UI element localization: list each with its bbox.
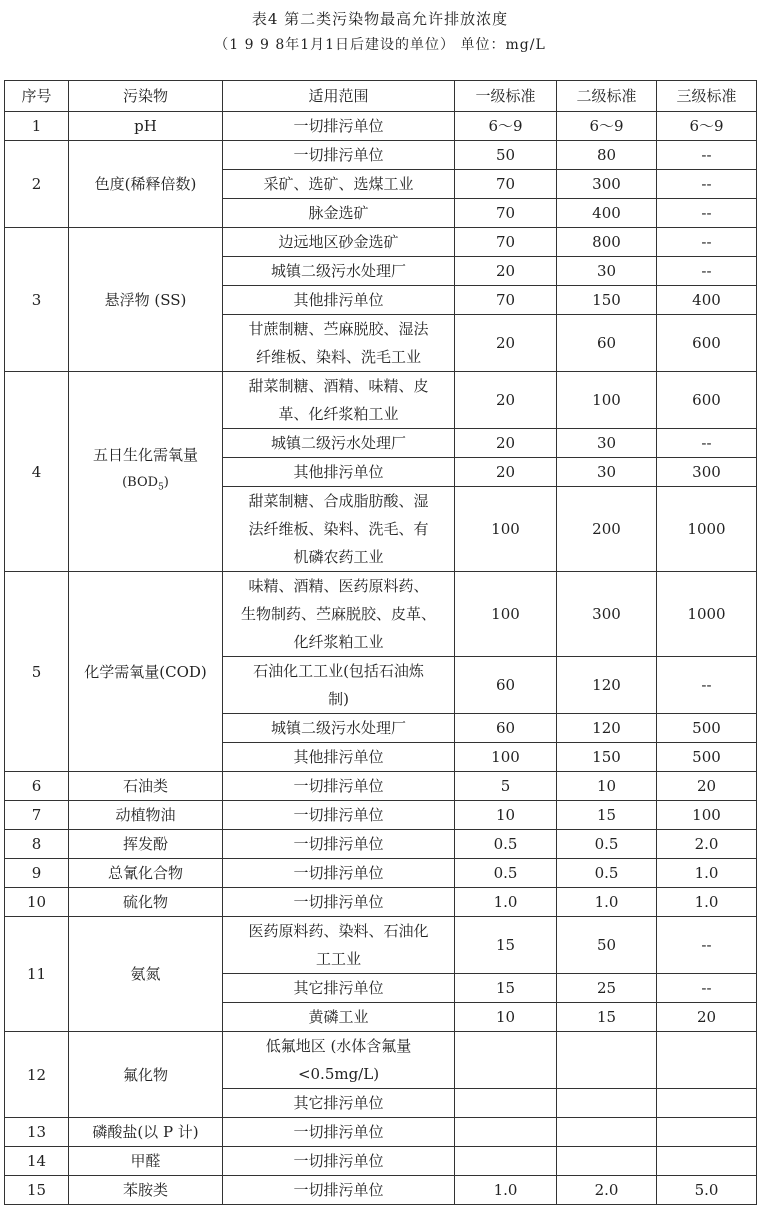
pollutant-table (4, 80, 757, 1205)
cell-grade2: 300 (557, 572, 657, 657)
cell-no: 2 (5, 141, 69, 228)
table-row (5, 372, 757, 429)
cell-pollutant (69, 801, 223, 830)
cell-pollutant (69, 1118, 223, 1147)
table-row (5, 801, 757, 830)
cell-grade1: 15 (455, 917, 557, 974)
scope-line: 纤维板、染料、洗毛工业 (255, 348, 421, 366)
pollutant-name: 磷酸盐(以 P 计) (92, 1123, 199, 1141)
scope-line: 城镇二级污水处理厂 (270, 719, 406, 737)
cell-scope (223, 830, 455, 859)
cell-grade2: 800 (557, 228, 657, 257)
cell-grade2: 100 (557, 372, 657, 429)
cell-scope (223, 315, 455, 372)
table-row (5, 917, 757, 974)
pollutant-name: 色度(稀释倍数) (94, 175, 197, 193)
cell-no: 10 (5, 888, 69, 917)
cell-grade1: 70 (455, 170, 557, 199)
cell-grade1: 1.0 (455, 888, 557, 917)
scope-line: 一切排污单位 (293, 1181, 384, 1199)
cell-grade3: -- (657, 199, 757, 228)
cell-grade3: 500 (657, 714, 757, 743)
cell-pollutant (69, 1176, 223, 1205)
cell-grade2: 25 (557, 974, 657, 1003)
cell-grade1: 5 (455, 772, 557, 801)
cell-grade2: 30 (557, 429, 657, 458)
cell-grade2: 30 (557, 458, 657, 487)
scope-line: 化纤浆粕工业 (293, 633, 384, 651)
scope-line: 其他排污单位 (293, 463, 384, 481)
scope-line: 采矿、选矿、选煤工业 (263, 175, 414, 193)
cell-scope (223, 487, 455, 572)
pollutant-name: 石油类 (122, 777, 168, 795)
cell-grade1: 6～9 (455, 112, 557, 141)
cell-grade3: 500 (657, 743, 757, 772)
scope-line: 其他排污单位 (293, 291, 384, 309)
cell-no: 8 (5, 830, 69, 859)
table-row (5, 228, 757, 257)
scope-line: 石油化工工业(包括石油炼 (253, 662, 424, 680)
cell-scope (223, 888, 455, 917)
cell-grade1 (455, 1147, 557, 1176)
cell-pollutant (69, 572, 223, 772)
cell-scope (223, 1089, 455, 1118)
cell-grade2 (557, 1032, 657, 1089)
scope-line: 一切排污单位 (293, 806, 384, 824)
scope-line: 生物制药、苎麻脱胶、皮革、 (240, 605, 436, 623)
cell-grade3: 20 (657, 1003, 757, 1032)
cell-grade2: 10 (557, 772, 657, 801)
scope-line: 一切排污单位 (293, 146, 384, 164)
cell-grade3: 1000 (657, 487, 757, 572)
scope-line: 机磷农药工业 (293, 548, 384, 566)
cell-scope (223, 112, 455, 141)
cell-grade1: 20 (455, 458, 557, 487)
pollutant-name: 甲醛 (130, 1152, 161, 1170)
table-subtitle: （1 9 9 8年1月1日后建设的单位） 单位：mg/L (214, 37, 546, 53)
cell-grade2: 30 (557, 257, 657, 286)
cell-grade3: 300 (657, 458, 757, 487)
cell-grade1: 20 (455, 315, 557, 372)
scope-line: 城镇二级污水处理厂 (270, 434, 406, 452)
cell-pollutant (69, 917, 223, 1032)
pollutant-formula (73, 469, 218, 502)
cell-pollutant (69, 372, 223, 572)
cell-scope (223, 372, 455, 429)
cell-pollutant (69, 228, 223, 372)
table-body (5, 112, 757, 1205)
cell-scope (223, 917, 455, 974)
scope-line: 其它排污单位 (293, 1094, 384, 1112)
cell-no: 15 (5, 1176, 69, 1205)
cell-grade1: 100 (455, 487, 557, 572)
cell-grade3: 600 (657, 372, 757, 429)
cell-grade1: 60 (455, 714, 557, 743)
cell-grade2: 60 (557, 315, 657, 372)
table-row (5, 1147, 757, 1176)
cell-scope (223, 458, 455, 487)
cell-grade1 (455, 1032, 557, 1089)
scope-line: 低氟地区 (水体含氟量 (265, 1037, 412, 1055)
cell-scope (223, 1118, 455, 1147)
header-cell-scope: 适用范围 (223, 81, 455, 112)
cell-pollutant (69, 859, 223, 888)
cell-grade3 (657, 1032, 757, 1089)
cell-pollutant (69, 1032, 223, 1118)
cell-grade1 (455, 1089, 557, 1118)
cell-grade3: 5.0 (657, 1176, 757, 1205)
scope-line: 城镇二级污水处理厂 (270, 262, 406, 280)
cell-grade1: 10 (455, 1003, 557, 1032)
scope-line: 一切排污单位 (293, 835, 384, 853)
cell-no: 7 (5, 801, 69, 830)
cell-pollutant (69, 830, 223, 859)
cell-grade2 (557, 1118, 657, 1147)
cell-no: 13 (5, 1118, 69, 1147)
cell-grade3: 1000 (657, 572, 757, 657)
cell-grade2: 150 (557, 743, 657, 772)
cell-scope (223, 199, 455, 228)
cell-grade2: 0.5 (557, 859, 657, 888)
scope-line: 味精、酒精、医药原料药、 (248, 577, 429, 595)
scope-line: 一切排污单位 (293, 1152, 384, 1170)
cell-grade1 (455, 1118, 557, 1147)
cell-no: 5 (5, 572, 69, 772)
cell-scope (223, 1032, 455, 1089)
cell-pollutant (69, 141, 223, 228)
cell-scope (223, 1147, 455, 1176)
cell-grade3: -- (657, 429, 757, 458)
cell-grade2 (557, 1147, 657, 1176)
cell-grade3 (657, 1118, 757, 1147)
table-row (5, 112, 757, 141)
pollutant-formula-subscript: 5 (158, 482, 164, 493)
scope-line: 一切排污单位 (293, 1123, 384, 1141)
cell-grade1: 10 (455, 801, 557, 830)
cell-grade3: 400 (657, 286, 757, 315)
cell-no: 1 (5, 112, 69, 141)
cell-grade2 (557, 1089, 657, 1118)
table-row (5, 830, 757, 859)
scope-line: 甜菜制糖、合成脂肪酸、湿 (248, 492, 429, 510)
pollutant-name: 动植物油 (115, 806, 176, 824)
cell-scope (223, 429, 455, 458)
cell-scope (223, 1176, 455, 1205)
cell-grade1: 20 (455, 257, 557, 286)
cell-grade3: 100 (657, 801, 757, 830)
cell-grade2: 6～9 (557, 112, 657, 141)
cell-grade2: 300 (557, 170, 657, 199)
cell-grade2: 80 (557, 141, 657, 170)
header-row (5, 81, 757, 112)
scope-line: 革、化纤浆粕工业 (278, 405, 399, 423)
cell-grade2: 400 (557, 199, 657, 228)
scope-line: 一切排污单位 (293, 777, 384, 795)
pollutant-name: 硫化物 (122, 893, 168, 911)
cell-pollutant (69, 888, 223, 917)
pollutant-name: 总氰化合物 (107, 864, 183, 882)
cell-grade3: 1.0 (657, 859, 757, 888)
cell-pollutant (69, 112, 223, 141)
cell-scope (223, 170, 455, 199)
cell-grade1: 100 (455, 572, 557, 657)
cell-grade1: 0.5 (455, 859, 557, 888)
cell-grade3: -- (657, 170, 757, 199)
cell-no: 3 (5, 228, 69, 372)
cell-grade3: 600 (657, 315, 757, 372)
cell-grade1: 70 (455, 199, 557, 228)
cell-no: 6 (5, 772, 69, 801)
cell-scope (223, 657, 455, 714)
scope-line: 法纤维板、染料、洗毛、有 (248, 520, 429, 538)
table-row (5, 572, 757, 657)
pollutant-name: 氨氮 (130, 965, 161, 983)
cell-grade1: 20 (455, 429, 557, 458)
table-row (5, 1032, 757, 1089)
cell-scope (223, 286, 455, 315)
cell-scope (223, 743, 455, 772)
cell-grade1: 60 (455, 657, 557, 714)
table-title: 表4 第二类污染物最高允许排放浓度 (251, 10, 509, 28)
scope-line: 医药原料药、染料、石油化 (248, 922, 429, 940)
cell-grade3: 1.0 (657, 888, 757, 917)
cell-pollutant (69, 1147, 223, 1176)
cell-scope (223, 714, 455, 743)
cell-scope (223, 974, 455, 1003)
cell-scope (223, 772, 455, 801)
scope-line: 黄磷工业 (308, 1008, 369, 1026)
cell-grade1: 0.5 (455, 830, 557, 859)
cell-grade2: 120 (557, 714, 657, 743)
cell-no: 12 (5, 1032, 69, 1118)
cell-grade3: -- (657, 657, 757, 714)
header-cell-grade1: 一级标准 (455, 81, 557, 112)
pollutant-formula-main: (BOD (122, 475, 159, 491)
cell-grade1: 50 (455, 141, 557, 170)
cell-grade3 (657, 1089, 757, 1118)
cell-grade3: -- (657, 257, 757, 286)
cell-grade2: 15 (557, 801, 657, 830)
table-row (5, 859, 757, 888)
cell-grade1: 20 (455, 372, 557, 429)
pollutant-name: 挥发酚 (122, 835, 168, 853)
scope-line: 一切排污单位 (293, 864, 384, 882)
cell-grade2: 2.0 (557, 1176, 657, 1205)
cell-grade2: 200 (557, 487, 657, 572)
cell-grade3 (657, 1147, 757, 1176)
cell-scope (223, 228, 455, 257)
cell-no: 9 (5, 859, 69, 888)
scope-line: <0.5mg/L) (297, 1065, 380, 1083)
cell-grade3: 2.0 (657, 830, 757, 859)
cell-grade3: -- (657, 917, 757, 974)
cell-pollutant (69, 772, 223, 801)
cell-grade3: 20 (657, 772, 757, 801)
table-row (5, 1118, 757, 1147)
pollutant-name: 化学需氧量(COD) (84, 662, 207, 681)
cell-scope (223, 859, 455, 888)
scope-line: 制) (328, 690, 349, 708)
cell-grade2: 150 (557, 286, 657, 315)
cell-scope (223, 257, 455, 286)
cell-scope (223, 1003, 455, 1032)
scope-line: 工工业 (315, 950, 361, 968)
cell-no: 11 (5, 917, 69, 1032)
header-cell-no: 序号 (5, 81, 69, 112)
cell-grade1: 70 (455, 286, 557, 315)
header-cell-grade2: 二级标准 (557, 81, 657, 112)
cell-grade1: 100 (455, 743, 557, 772)
cell-grade1: 1.0 (455, 1176, 557, 1205)
cell-grade3: -- (657, 228, 757, 257)
cell-scope (223, 141, 455, 170)
cell-grade1: 15 (455, 974, 557, 1003)
scope-line: 其它排污单位 (293, 979, 384, 997)
table-row (5, 888, 757, 917)
scope-line: 边远地区砂金选矿 (278, 233, 399, 251)
pollutant-name: 苯胺类 (122, 1181, 168, 1199)
pollutant-name: pH (134, 117, 157, 135)
header-cell-grade3: 三级标准 (657, 81, 757, 112)
scope-line: 甜菜制糖、酒精、味精、皮 (248, 377, 429, 395)
scope-line: 一切排污单位 (293, 893, 384, 911)
cell-grade3: -- (657, 141, 757, 170)
cell-grade1: 70 (455, 228, 557, 257)
pollutant-name: 氟化物 (122, 1065, 168, 1084)
cell-grade3: 6～9 (657, 112, 757, 141)
cell-grade2: 15 (557, 1003, 657, 1032)
cell-no: 14 (5, 1147, 69, 1176)
table-row (5, 772, 757, 801)
scope-line: 一切排污单位 (293, 117, 384, 135)
scope-line: 其他排污单位 (293, 748, 384, 766)
table-row (5, 1176, 757, 1205)
pollutant-formula-end: ) (163, 475, 169, 491)
pollutant-name: 悬浮物 (SS) (104, 290, 187, 309)
cell-scope (223, 801, 455, 830)
cell-no: 4 (5, 372, 69, 572)
cell-grade2: 0.5 (557, 830, 657, 859)
scope-line: 甘蔗制糖、苎麻脱胶、湿法 (248, 320, 429, 338)
cell-grade2: 120 (557, 657, 657, 714)
pollutant-name: 五日生化需氧量 (92, 446, 198, 465)
header-cell-pollutant: 污染物 (69, 81, 223, 112)
cell-grade3: -- (657, 974, 757, 1003)
scope-line: 脉金选矿 (308, 204, 369, 222)
cell-scope (223, 572, 455, 657)
table-row (5, 141, 757, 170)
cell-grade2: 1.0 (557, 888, 657, 917)
cell-grade2: 50 (557, 917, 657, 974)
